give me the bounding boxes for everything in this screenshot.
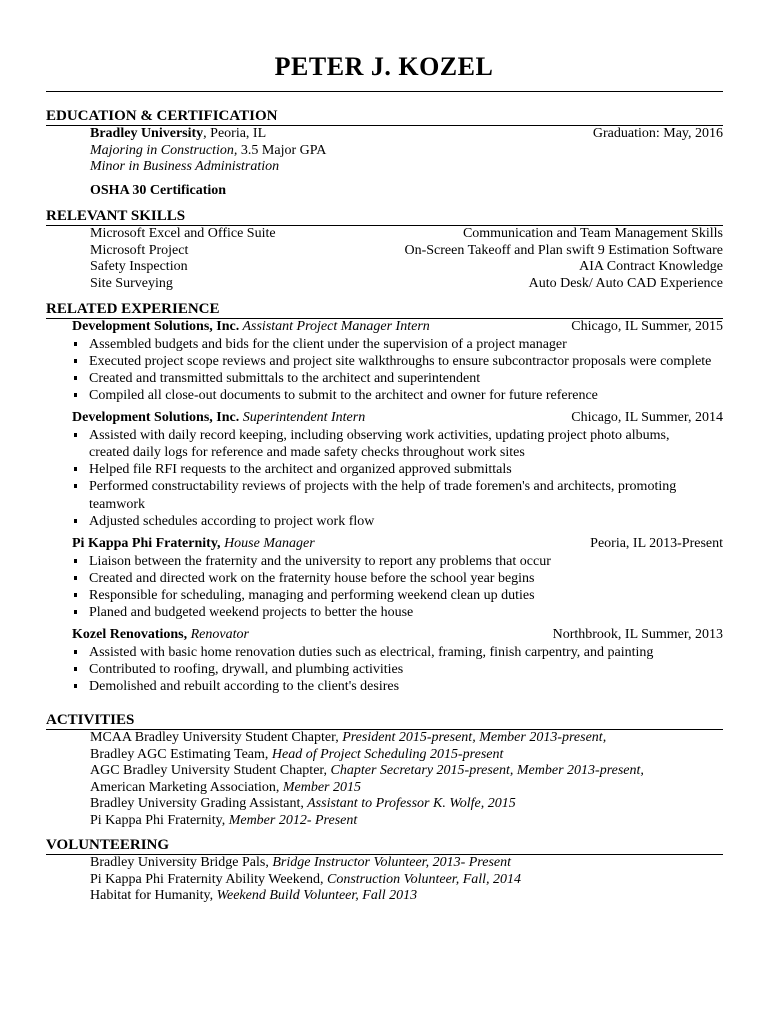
skill-left: Safety Inspection xyxy=(90,259,188,274)
bullet-item: Created and directed work on the fraternity house before the school year begins xyxy=(72,570,723,587)
item-role: Weekend Build Volunteer, Fall 2013 xyxy=(213,888,418,903)
activities-section xyxy=(46,711,723,829)
item-role: Member 2015 xyxy=(279,779,361,795)
job-header xyxy=(46,410,723,427)
skill-left: Microsoft Project xyxy=(90,242,189,258)
list-item xyxy=(46,888,723,905)
job-bullets xyxy=(46,336,723,405)
job-location-date: Chicago, IL Summer, 2014 xyxy=(571,410,723,426)
skill-left: Site Surveying xyxy=(90,275,173,291)
bullet-item: Assisted with daily record keeping, including observing work activities, updating project photo albums, created daily logs for reference and made safety checks throughout work sites xyxy=(72,427,723,461)
job-org: Development Solutions, Inc. xyxy=(72,319,240,334)
job-bullets xyxy=(46,427,723,530)
list-item xyxy=(46,763,723,780)
skill-right: On-Screen Takeoff and Plan swift 9 Estimation Software xyxy=(404,242,723,258)
list-item xyxy=(46,747,723,764)
item-org: Bradley University Grading Assistant, xyxy=(90,796,304,811)
item-org: AGC Bradley University Student Chapter, xyxy=(90,763,328,778)
list-item xyxy=(46,780,723,797)
job-entry xyxy=(46,627,723,695)
bullet-item: Executed project scope reviews and project site walkthroughs to ensure subcontractor proposals were complete xyxy=(72,353,723,370)
list-item xyxy=(46,855,723,872)
bullet-item: Helped file RFI requests to the architect and organized approved submittals xyxy=(72,461,723,478)
job-header xyxy=(46,627,723,644)
skills-section xyxy=(46,207,723,292)
major: Majoring in Construction, xyxy=(90,142,238,158)
job-location-date: Chicago, IL Summer, 2015 xyxy=(571,319,723,334)
skill-row xyxy=(46,243,723,260)
skill-row xyxy=(46,226,723,243)
bullet-item: Assembled budgets and bids for the client under the supervision of a project manager xyxy=(72,336,723,353)
item-role: Bridge Instructor Volunteer, 2013- Present xyxy=(268,855,511,870)
header-rule xyxy=(46,91,723,92)
job-header xyxy=(46,319,723,336)
activities-title: ACTIVITIES xyxy=(46,711,723,730)
volunteering-section xyxy=(46,836,723,905)
school-location: , Peoria, IL xyxy=(203,126,267,141)
skill-left: Microsoft Excel and Office Suite xyxy=(90,226,276,241)
item-role: Head of Project Scheduling 2015-present xyxy=(268,746,504,762)
job-bullets xyxy=(46,553,723,622)
job-entry xyxy=(46,410,723,530)
bullet-item: Contributed to roofing, drywall, and plumbing activities xyxy=(72,661,723,678)
skill-right: Communication and Team Management Skills xyxy=(462,226,723,241)
minor-row xyxy=(46,159,723,176)
bullet-item: Compiled all close-out documents to submit to the architect and owner for future reference xyxy=(72,387,723,404)
list-item xyxy=(46,796,723,813)
bullet-item: Created and transmitted submittals to the architect and superintendent xyxy=(72,370,723,387)
item-org: Pi Kappa Phi Fraternity, xyxy=(90,812,226,828)
job-entry xyxy=(46,319,723,404)
job-role: Assistant Project Manager Intern xyxy=(239,319,430,334)
job-org: Development Solutions, Inc. xyxy=(72,410,240,426)
education-school-row xyxy=(46,126,723,143)
item-role: Member 2012- Present xyxy=(225,812,358,828)
experience-section xyxy=(46,300,723,695)
job-header xyxy=(46,536,723,553)
bullet-item: Demolished and rebuilt according to the client's desires xyxy=(72,678,723,695)
candidate-name: PETER J. KOZEL xyxy=(274,52,494,81)
job-role: Renovator xyxy=(187,627,249,643)
gpa: 3.5 Major GPA xyxy=(237,142,327,158)
item-role: Construction Volunteer, Fall, 2014 xyxy=(323,871,522,887)
list-item xyxy=(46,730,723,747)
job-org: Pi Kappa Phi Fraternity, xyxy=(72,536,221,552)
certification: OSHA 30 Certification xyxy=(90,182,227,198)
experience-title: RELATED EXPERIENCE xyxy=(46,300,723,319)
item-org: Bradley AGC Estimating Team, xyxy=(90,746,269,762)
job-bullets xyxy=(46,644,723,696)
job-entry xyxy=(46,536,723,621)
activities-list xyxy=(46,730,723,829)
bullet-item: Planed and budgeted weekend projects to better the house xyxy=(72,604,723,621)
item-org: MCAA Bradley University Student Chapter, xyxy=(90,730,339,745)
item-org: American Marketing Association, xyxy=(90,779,280,795)
bullet-item: Performed constructability reviews of projects with the help of trade foremen's and architects, promoting teamwork xyxy=(72,478,723,512)
skills-list xyxy=(46,226,723,292)
graduation-date: Graduation: May, 2016 xyxy=(592,126,723,141)
job-title xyxy=(72,536,315,553)
skill-row xyxy=(46,276,723,293)
major-row xyxy=(46,143,723,160)
item-role: Chapter Secretary 2015-present, Member 2013-present, xyxy=(327,763,644,778)
item-role: President 2015-present, Member 2013-present, xyxy=(338,730,607,745)
skill-right: Auto Desk/ Auto CAD Experience xyxy=(528,275,723,291)
skills-title: RELEVANT SKILLS xyxy=(46,207,723,226)
job-role: Superintendent Intern xyxy=(239,410,366,426)
skill-row xyxy=(46,259,723,276)
item-org: Bradley University Bridge Pals, xyxy=(90,855,269,870)
skill-right: AIA Contract Knowledge xyxy=(579,259,723,274)
job-title xyxy=(72,410,365,427)
item-org: Habitat for Humanity, xyxy=(90,888,214,903)
job-list xyxy=(46,319,723,695)
item-role: Assistant to Professor K. Wolfe, 2015 xyxy=(303,796,516,811)
education-section xyxy=(46,107,723,199)
education-title: EDUCATION & CERTIFICATION xyxy=(46,107,723,126)
school-name: Bradley University xyxy=(90,126,204,141)
job-location-date: Peoria, IL 2013-Present xyxy=(590,536,723,552)
item-org: Pi Kappa Phi Fraternity Ability Weekend, xyxy=(90,871,324,887)
list-item xyxy=(46,813,723,830)
minor: Minor in Business Administration xyxy=(90,159,280,174)
bullet-item: Responsible for scheduling, managing and performing weekend clean up duties xyxy=(72,587,723,604)
job-role: House Manager xyxy=(220,536,315,552)
bullet-item: Assisted with basic home renovation duties such as electrical, framing, finish carpentry, and painting xyxy=(72,644,723,661)
bullet-item: Adjusted schedules according to project work flow xyxy=(72,513,723,530)
job-org: Kozel Renovations, xyxy=(72,627,188,643)
volunteering-title: VOLUNTEERING xyxy=(46,836,723,855)
list-item xyxy=(46,872,723,889)
job-title xyxy=(72,627,249,644)
job-title xyxy=(72,319,430,336)
bullet-item: Liaison between the fraternity and the university to report any problems that occur xyxy=(72,553,723,570)
job-location-date: Northbrook, IL Summer, 2013 xyxy=(552,627,723,643)
volunteering-list xyxy=(46,855,723,905)
